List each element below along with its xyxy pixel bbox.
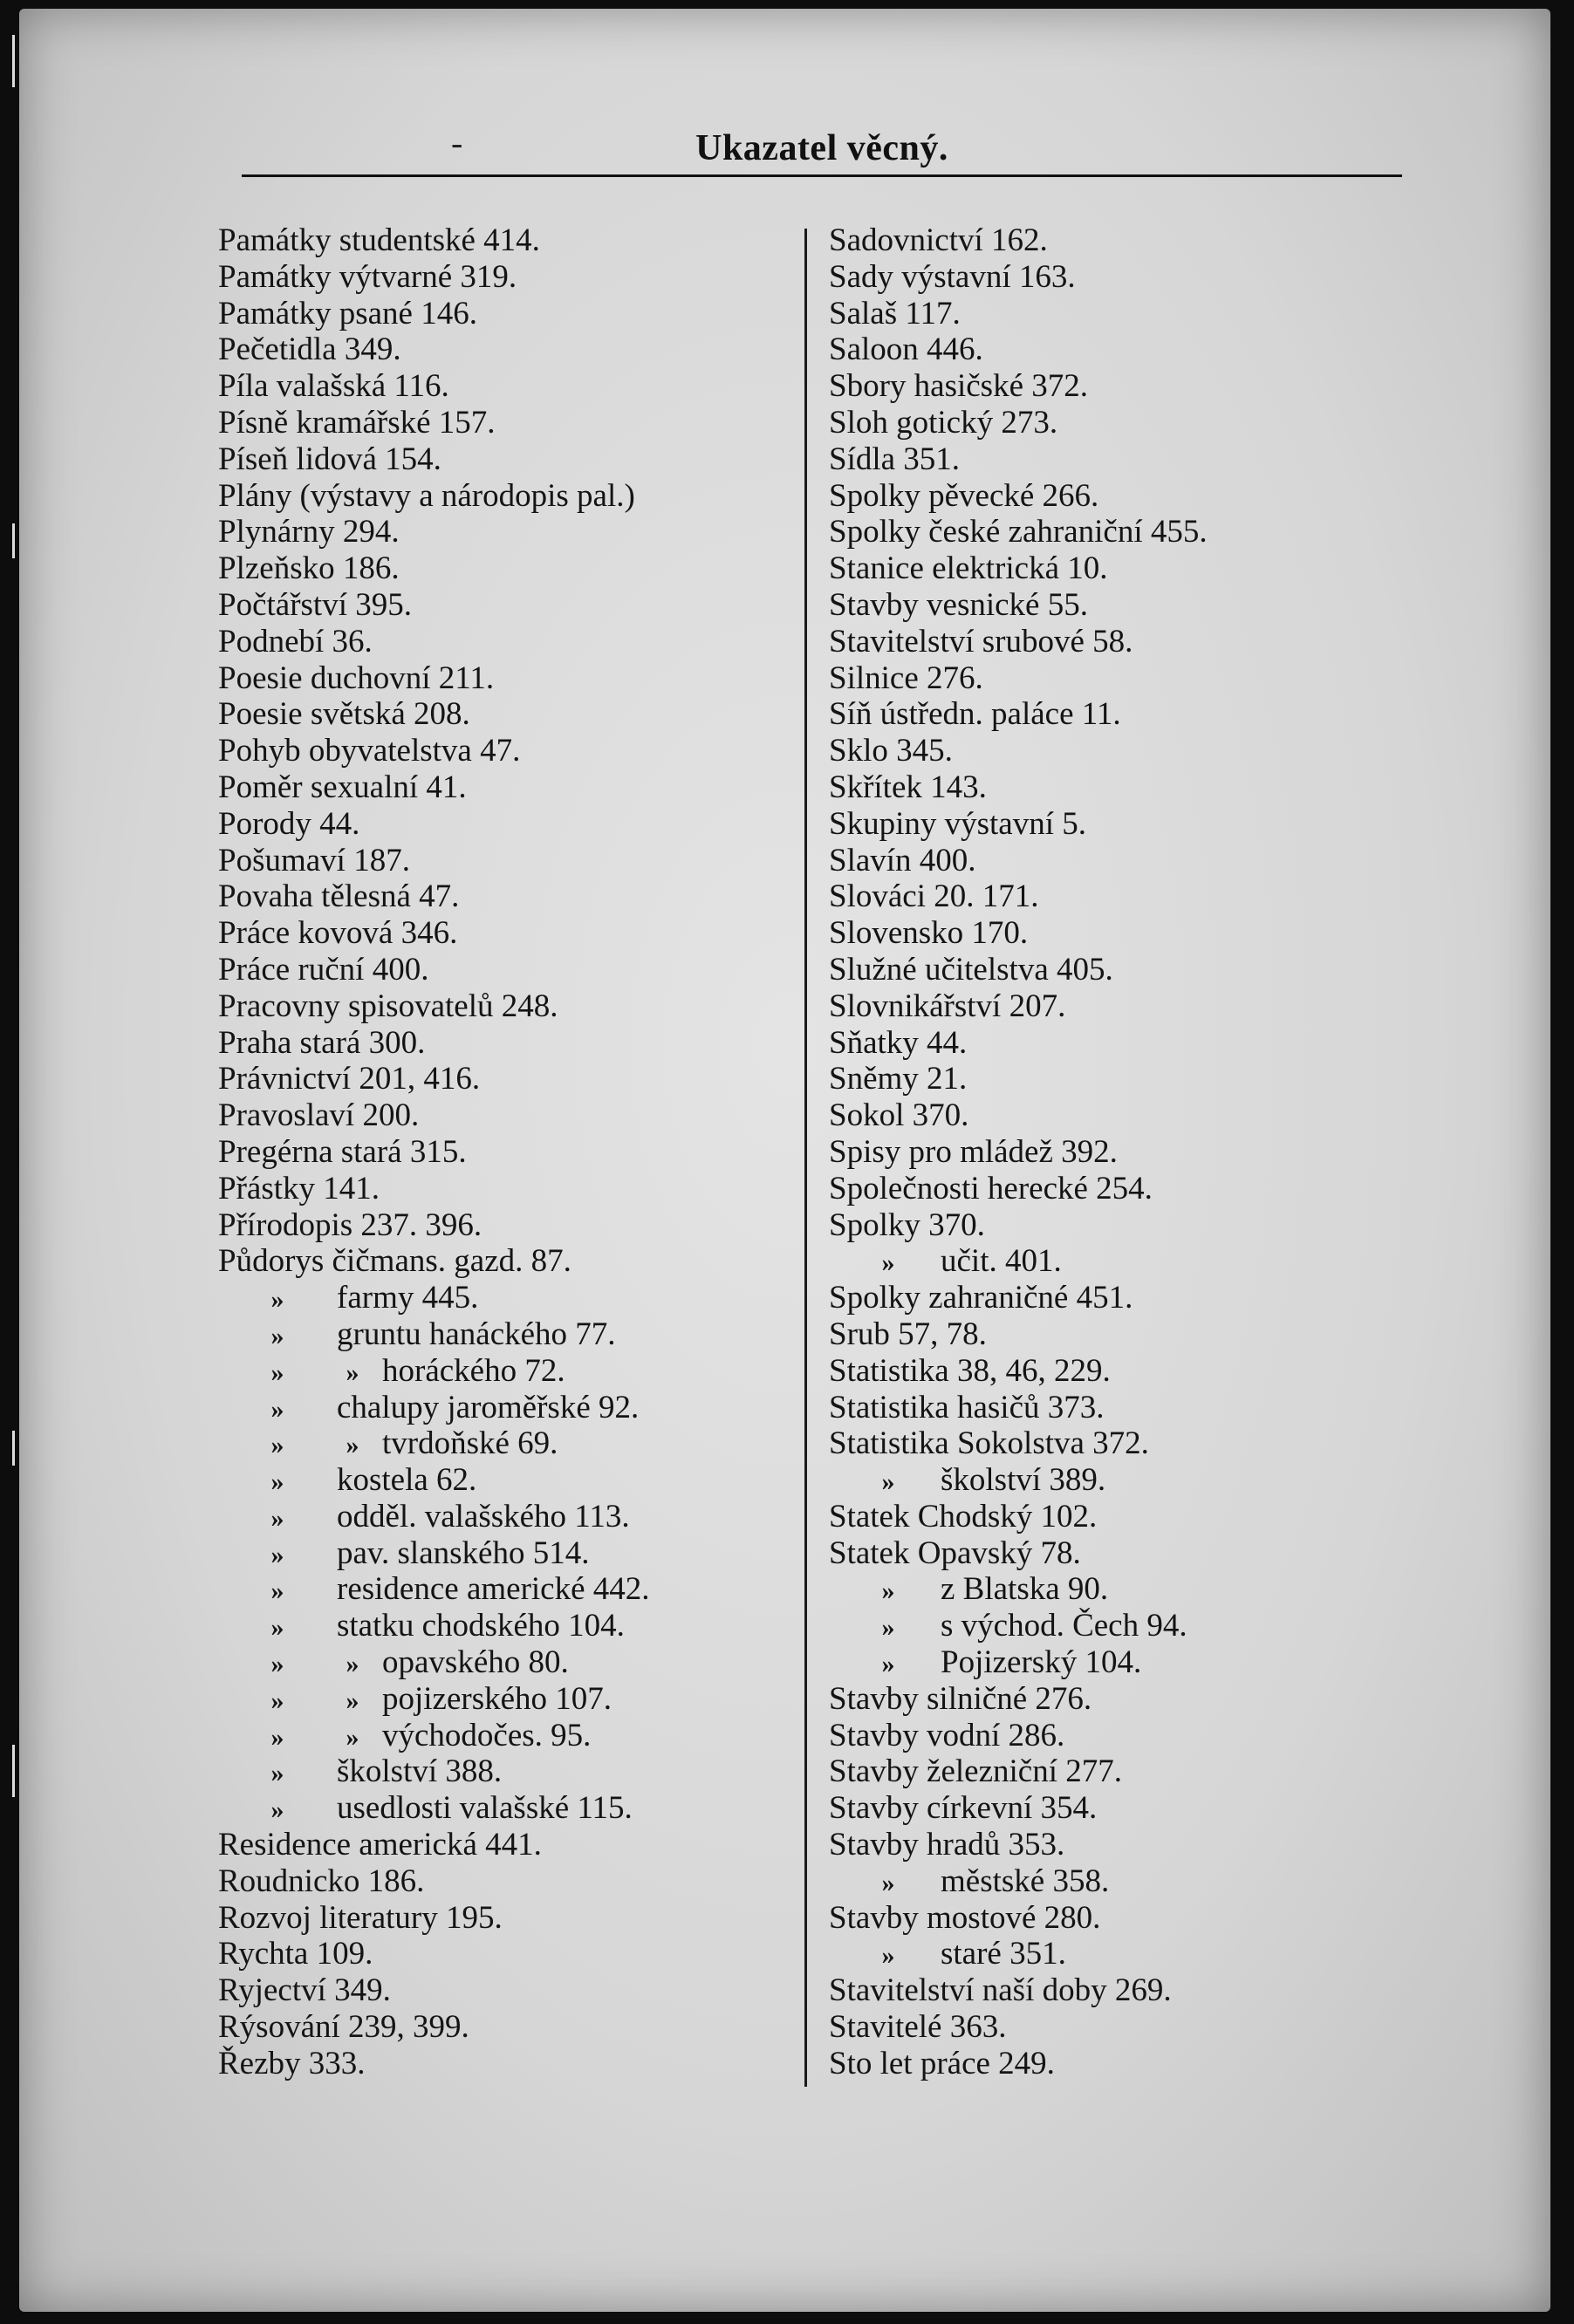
index-entry-text: Spolky české zahraniční 455. [829, 514, 1208, 550]
index-entry [829, 1827, 1370, 1863]
index-entry-text: Roudnicko 186. [218, 1863, 425, 1899]
index-entry-text: Stavby vesnické 55. [829, 586, 1088, 623]
index-entry-text: Právnictví 201, 416. [218, 1061, 481, 1097]
index-entry-text: Poesie duchovní 211. [218, 660, 495, 696]
index-entry [829, 1390, 1370, 1426]
index-entry-text: Srub 57, 78. [829, 1316, 987, 1352]
index-entry-text: Poměr sexualní 41. [218, 769, 467, 805]
index-entry-text: Stavitelství srubové 58. [829, 623, 1133, 660]
ditto-mark: » [881, 1248, 895, 1278]
index-entry-text: pojizerského 107. [382, 1680, 612, 1717]
index-entry-text: Povaha tělesná 47. [218, 878, 460, 915]
index-entry-text: východočes. 95. [382, 1717, 592, 1753]
ditto-mark: » [270, 1285, 284, 1315]
index-entry-text: Skřítek 143. [829, 769, 987, 805]
ditto-mark: » [270, 1795, 284, 1825]
index-entry [218, 1535, 794, 1572]
edge-mark [12, 1745, 15, 1797]
index-entry [829, 1243, 1370, 1280]
index-entry-text: Rozvoj literatury 195. [218, 1899, 503, 1936]
index-entry [218, 1936, 794, 1972]
index-entry-text: Sloh gotický 273. [829, 404, 1058, 441]
index-entry-text: Síň ústředn. paláce 11. [829, 696, 1121, 733]
index-entry-text: gruntu hanáckého 77. [337, 1316, 616, 1352]
index-entry [829, 222, 1370, 259]
index-entry [829, 1207, 1370, 1244]
index-entry [218, 368, 794, 405]
index-entry-text: Slovnikářství 207. [829, 988, 1066, 1024]
ditto-mark: » [881, 1868, 895, 1897]
index-entry-text: Sto let práce 249. [829, 2045, 1055, 2081]
ditto-mark: » [346, 1431, 359, 1460]
index-entry [829, 259, 1370, 296]
index-entry [829, 1134, 1370, 1171]
edge-mark [12, 1431, 15, 1466]
index-entry [829, 1171, 1370, 1207]
index-entry-text: Řezby 333. [218, 2045, 366, 2081]
index-entry [829, 1644, 1370, 1681]
index-entry [829, 878, 1370, 915]
index-entry [829, 1753, 1370, 1790]
index-entry-text: staré 351. [941, 1936, 1066, 1972]
index-entry [218, 696, 794, 733]
index-entry-text: Stavby mostové 280. [829, 1899, 1101, 1936]
index-entry-text: residence americké 442. [337, 1571, 650, 1608]
index-entry [218, 1061, 794, 1097]
index-entry-text: Sbory hasičské 372. [829, 368, 1088, 405]
index-entry [218, 1753, 794, 1790]
index-entry [829, 405, 1370, 441]
index-entry [829, 1571, 1370, 1608]
index-entry [218, 1134, 794, 1171]
index-entry-text: Porody 44. [218, 805, 360, 842]
index-entry [829, 733, 1370, 769]
page-title: Ukazatel věcný. [695, 128, 948, 168]
index-entry [218, 1462, 794, 1499]
index-entry [829, 624, 1370, 660]
index-entry-text: Práce ruční 400. [218, 951, 429, 988]
index-entry-text: Spolky pěvecké 266. [829, 477, 1099, 514]
ditto-mark: » [270, 1321, 284, 1350]
index-entry [829, 769, 1370, 806]
index-entry [218, 1681, 794, 1718]
index-entry [218, 1900, 794, 1937]
index-column-right [829, 222, 1370, 2082]
index-entry-text: Slováci 20. 171. [829, 878, 1039, 915]
index-entry [218, 1171, 794, 1207]
index-entry-text: Podnebí 36. [218, 623, 373, 660]
index-entry-text: Stavby železniční 277. [829, 1753, 1122, 1790]
ditto-mark: » [270, 1613, 284, 1643]
index-entry [218, 478, 794, 515]
index-entry [218, 660, 794, 697]
index-entry-text: Stavby silničné 276. [829, 1680, 1092, 1717]
index-entry-text: Stavitelé 363. [829, 2009, 1007, 2046]
edge-mark [12, 35, 15, 87]
index-entry [218, 952, 794, 988]
index-entry [829, 550, 1370, 587]
index-entry [829, 2046, 1370, 2082]
ditto-mark: » [270, 1759, 284, 1788]
index-entry [218, 405, 794, 441]
index-entry-text: Poesie světská 208. [218, 696, 470, 733]
index-entry-text: Spolky zahraničné 451. [829, 1280, 1133, 1316]
index-entry [218, 1207, 794, 1244]
index-entry [829, 1353, 1370, 1390]
index-entry [829, 1499, 1370, 1535]
index-entry-text: Stavitelství naší doby 269. [829, 1972, 1172, 2009]
index-entry [829, 1972, 1370, 2009]
index-entry-text: Rychta 109. [218, 1936, 373, 1972]
index-entry-text: kostela 62. [337, 1462, 477, 1499]
index-entry-text: Stavby církevní 354. [829, 1790, 1098, 1827]
index-entry-text: Památky studentské 414. [218, 222, 540, 258]
index-entry [829, 915, 1370, 952]
ditto-mark: » [346, 1650, 359, 1679]
index-entry [829, 296, 1370, 332]
ditto-mark: » [270, 1576, 284, 1606]
ditto-mark: » [270, 1650, 284, 1679]
index-entry-text: Sadovnictví 162. [829, 222, 1048, 258]
index-entry [218, 1571, 794, 1608]
index-entry [829, 368, 1370, 405]
index-entry-text: Silnice 276. [829, 660, 983, 696]
index-entry-text: městské 358. [941, 1863, 1110, 1899]
ditto-mark: » [270, 1503, 284, 1533]
index-entry [829, 587, 1370, 624]
index-entry-text: Sídla 351. [829, 441, 961, 477]
index-entry [218, 1243, 794, 1280]
index-entry-text: Plynárny 294. [218, 514, 400, 550]
index-entry-text: učit. 401. [941, 1243, 1062, 1280]
index-entry [218, 222, 794, 259]
index-entry [218, 1608, 794, 1644]
ditto-mark: » [270, 1394, 284, 1424]
index-entry-text: Slavín 400. [829, 842, 976, 878]
index-entry-text: Skupiny výstavní 5. [829, 805, 1086, 842]
index-entry-text: pav. slanského 514. [337, 1535, 590, 1571]
index-entry [218, 988, 794, 1025]
index-entry-text: Pohyb obyvatelstva 47. [218, 733, 521, 769]
index-entry-text: Plány (výstavy a národopis pal.) [218, 477, 635, 514]
index-entry [218, 1718, 794, 1754]
ditto-mark: » [270, 1540, 284, 1569]
index-entry [829, 1425, 1370, 1462]
index-entry [218, 843, 794, 879]
index-entry [829, 1718, 1370, 1754]
index-entry [829, 1025, 1370, 1062]
index-entry [218, 587, 794, 624]
index-entry-text: Saloon 446. [829, 332, 983, 368]
index-entry-text: Památky psané 146. [218, 295, 477, 332]
index-entry-text: Pečetidla 349. [218, 332, 401, 368]
ditto-mark: » [881, 1467, 895, 1497]
index-entry-text: farmy 445. [337, 1280, 479, 1316]
index-entry-text: horáckého 72. [382, 1352, 565, 1389]
index-entry-text: odděl. valašského 113. [337, 1498, 630, 1535]
index-entry-text: Statek Opavský 78. [829, 1535, 1081, 1571]
index-entry-text: Spisy pro mládež 392. [829, 1133, 1118, 1170]
index-entry [218, 1972, 794, 2009]
index-entry-text: Pregérna stará 315. [218, 1133, 467, 1170]
index-entry-text: Statistika 38, 46, 229. [829, 1352, 1111, 1389]
index-entry [829, 660, 1370, 697]
index-entry-text: s východ. Čech 94. [941, 1608, 1187, 1644]
ditto-mark: » [881, 1941, 895, 1971]
ditto-mark: » [270, 1467, 284, 1497]
index-entry [218, 878, 794, 915]
header-dash: - [451, 123, 463, 162]
index-entry [218, 1353, 794, 1390]
ditto-mark: » [270, 1685, 284, 1715]
index-entry [829, 332, 1370, 368]
index-entry [829, 843, 1370, 879]
index-entry [218, 769, 794, 806]
ditto-mark: » [346, 1685, 359, 1715]
index-entry-text: opavského 80. [382, 1644, 569, 1681]
index-entry [218, 2009, 794, 2046]
index-entry-text: Ryjectví 349. [218, 1972, 391, 2009]
index-entry-text: Statek Chodský 102. [829, 1498, 1098, 1535]
index-entry-text: Sady výstavní 163. [829, 258, 1076, 295]
index-entry-text: Sokol 370. [829, 1097, 969, 1134]
index-entry-text: Sněmy 21. [829, 1061, 968, 1097]
index-entry [218, 1280, 794, 1316]
index-entry [829, 988, 1370, 1025]
index-entry [829, 514, 1370, 550]
index-entry [218, 332, 794, 368]
index-entry [218, 1790, 794, 1827]
index-entry [829, 1535, 1370, 1572]
index-entry [218, 2046, 794, 2082]
index-entry [218, 733, 794, 769]
index-entry-text: Sňatky 44. [829, 1024, 968, 1061]
index-entry [218, 915, 794, 952]
index-entry-text: Salaš 117. [829, 295, 961, 332]
index-entry-text: Stavby vodní 286. [829, 1717, 1065, 1753]
index-entry [829, 441, 1370, 478]
index-entry-text: Spolky 370. [829, 1206, 985, 1243]
index-entry-text: Plzeňsko 186. [218, 550, 400, 587]
index-entry [218, 1390, 794, 1426]
index-entry [218, 1425, 794, 1462]
ditto-mark: » [881, 1576, 895, 1606]
index-entry [829, 1936, 1370, 1972]
index-entry [829, 2009, 1370, 2046]
index-column-left [218, 222, 794, 2082]
index-entry [218, 550, 794, 587]
index-entry-text: chalupy jaroměřské 92. [337, 1389, 640, 1425]
index-entry [829, 1608, 1370, 1644]
index-entry-text: Přástky 141. [218, 1170, 380, 1206]
index-entry-text: z Blatska 90. [941, 1571, 1109, 1608]
index-entry-text: Pravoslaví 200. [218, 1097, 420, 1134]
index-entry [829, 1790, 1370, 1827]
index-entry-text: Stanice elektrická 10. [829, 550, 1108, 587]
index-entry [218, 514, 794, 550]
index-entry-text: Sklo 345. [829, 733, 953, 769]
index-entry [829, 806, 1370, 843]
index-entry [218, 1644, 794, 1681]
index-entry [829, 1462, 1370, 1499]
index-entry-text: Rýsování 239, 399. [218, 2009, 469, 2046]
ditto-mark: » [881, 1650, 895, 1679]
index-entry [218, 1025, 794, 1062]
index-entry [829, 1900, 1370, 1937]
index-entry-text: usedlosti valašské 115. [337, 1790, 633, 1827]
index-entry [218, 1316, 794, 1353]
ditto-mark: » [270, 1722, 284, 1752]
index-entry-text: Písně kramářské 157. [218, 404, 496, 441]
index-entry [218, 441, 794, 478]
index-entry-text: Praha stará 300. [218, 1024, 426, 1061]
index-entry [829, 1097, 1370, 1134]
index-entry [829, 1061, 1370, 1097]
index-entry-text: Slovensko 170. [829, 915, 1029, 952]
index-entry-text: Píla valašská 116. [218, 368, 449, 405]
index-entry [829, 1863, 1370, 1900]
index-entry [218, 296, 794, 332]
index-entry-text: Residence americká 441. [218, 1827, 542, 1863]
index-entry-text: Práce kovová 346. [218, 915, 458, 952]
ditto-mark: » [270, 1431, 284, 1460]
index-entry [218, 1863, 794, 1900]
index-entry-text: Počtářství 395. [218, 586, 412, 623]
index-entry-text: Statistika hasičů 373. [829, 1389, 1105, 1425]
index-entry-text: Půdorys čičmans. gazd. 87. [218, 1243, 571, 1280]
index-entry-text: školství 388. [337, 1753, 503, 1790]
ditto-mark: » [346, 1722, 359, 1752]
index-entry-text: školství 389. [941, 1462, 1106, 1499]
index-entry-text: Stavby hradů 353. [829, 1827, 1065, 1863]
index-entry [218, 1499, 794, 1535]
page-header [242, 122, 1402, 177]
index-entry-text: tvrdoňské 69. [382, 1425, 558, 1462]
ditto-mark: » [881, 1613, 895, 1643]
column-divider [804, 229, 807, 2087]
index-entry-text: Společnosti herecké 254. [829, 1170, 1153, 1206]
index-entry-text: Statistika Sokolstva 372. [829, 1425, 1149, 1462]
ditto-mark: » [346, 1357, 359, 1387]
index-entry-text: Píseň lidová 154. [218, 441, 441, 477]
index-entry [218, 1097, 794, 1134]
index-entry [829, 1681, 1370, 1718]
index-entry-text: Pracovny spisovatelů 248. [218, 988, 558, 1024]
page-edge-left [0, 0, 21, 2324]
index-entry-text: statku chodského 104. [337, 1608, 625, 1644]
index-entry [829, 696, 1370, 733]
index-entry-text: Pojizerský 104. [941, 1644, 1142, 1681]
edge-mark [12, 523, 15, 558]
index-entry-text: Pošumaví 187. [218, 842, 410, 878]
index-entry-text: Památky výtvarné 319. [218, 258, 517, 295]
index-entry [218, 806, 794, 843]
index-entry-text: Přírodopis 237. 396. [218, 1206, 482, 1243]
index-entry [829, 478, 1370, 515]
index-entry [829, 1280, 1370, 1316]
index-entry [829, 1316, 1370, 1353]
index-entry [218, 1827, 794, 1863]
index-entry [829, 952, 1370, 988]
index-entry [218, 624, 794, 660]
index-entry [218, 259, 794, 296]
ditto-mark: » [270, 1357, 284, 1387]
index-entry-text: Služné učitelstva 405. [829, 951, 1113, 988]
